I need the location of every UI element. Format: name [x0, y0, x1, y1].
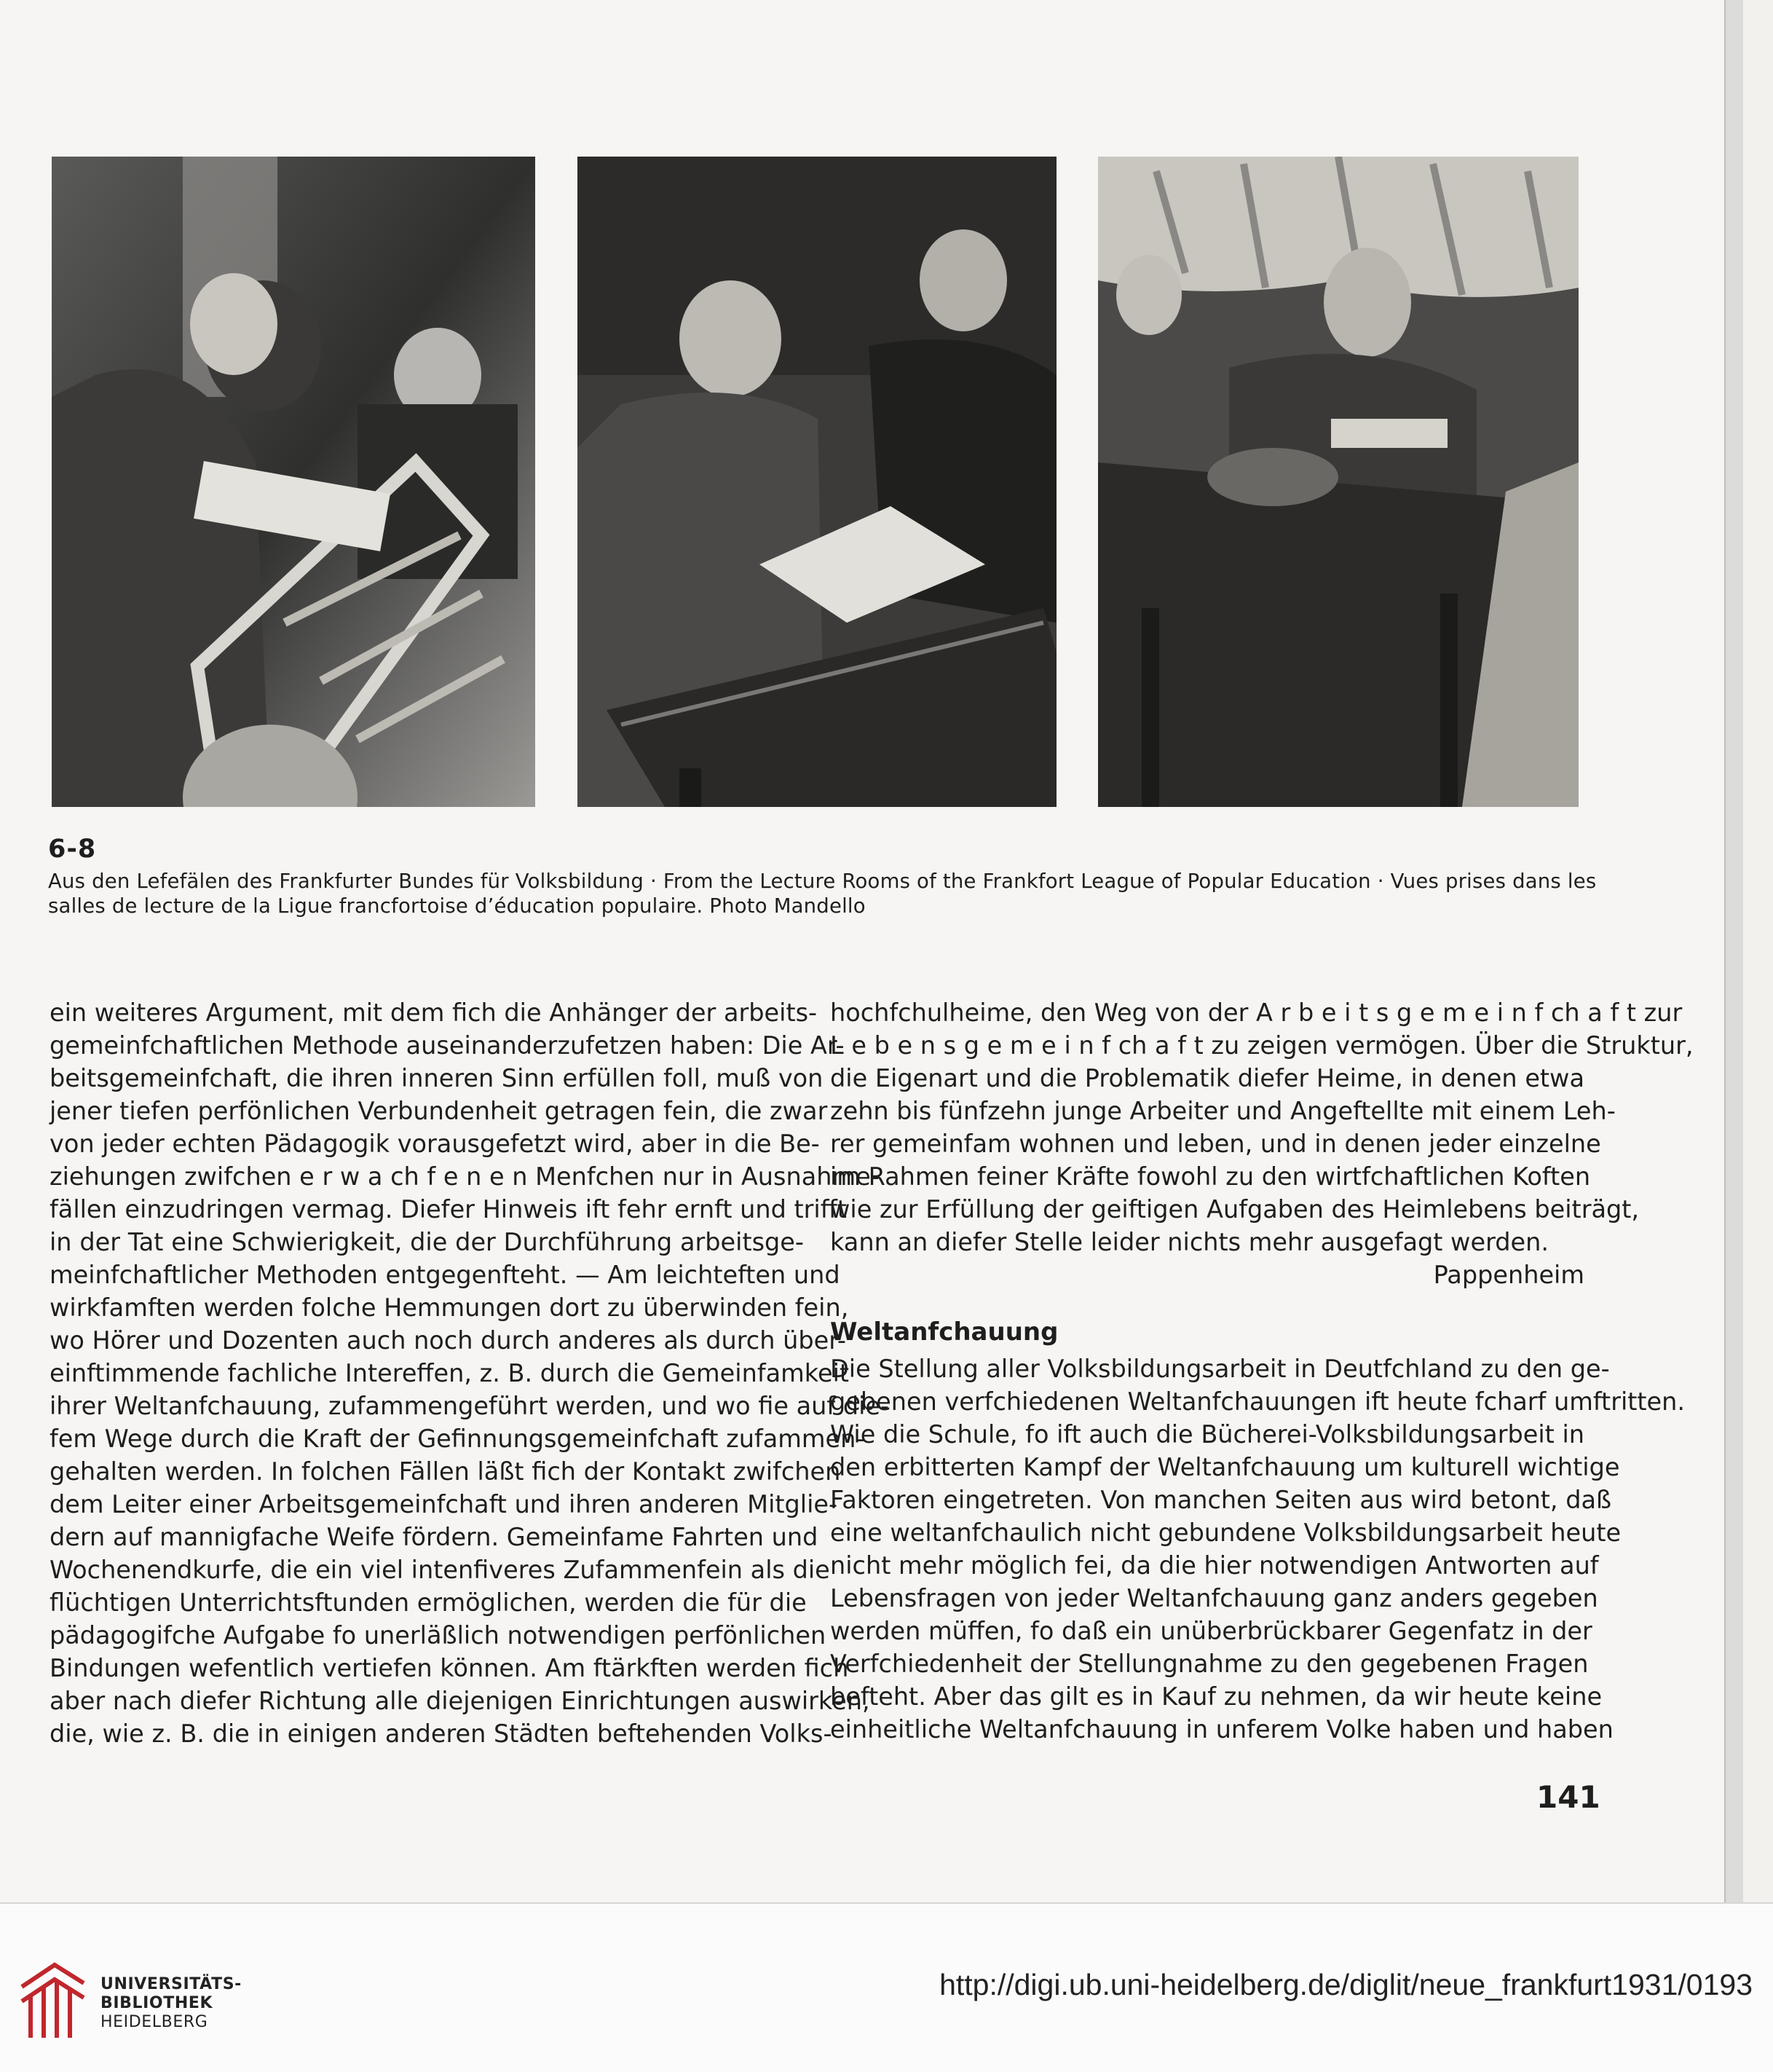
text-line: in der Tat eine Schwierigkeit, die der Durchführung arbeitsge-	[50, 1228, 804, 1256]
text-line: von jeder echten Pädagogik vorausgefetzt wird, aber in die Be-	[50, 1130, 820, 1158]
right-text-column	[830, 996, 1694, 1291]
text-line: Verfchiedenheit der Stellungnahme zu den gegebenen Fragen	[830, 1650, 1589, 1678]
text-line: einheitliche Weltanfchauung in unferem Volke haben und haben	[830, 1715, 1614, 1744]
text-line: im Rahmen feiner Kräfte fowohl zu den wirtfchaftlichen Koften	[830, 1162, 1591, 1191]
text-line: jener tiefen perfönlichen Verbundenheit getragen fein, die zwar	[50, 1097, 828, 1125]
text-line: meinfchaftlicher Methoden entgegenfteht. — Am leichteften und	[50, 1261, 840, 1289]
left-text-column	[50, 996, 890, 1750]
figure-caption	[48, 869, 1597, 918]
text-line: einftimmende fachliche Intereffen, z. B. durch die Gemeinfamkeit	[50, 1359, 850, 1387]
text-line: dem Leiter einer Arbeitsgemeinfchaft und ihren anderen Mitglie-	[50, 1490, 838, 1518]
text-line: Wie die Schule, fo ift auch die Bücherei-Volksbildungsarbeit in	[830, 1420, 1584, 1449]
caption-line: Aus den Lefefälen des Frankfurter Bundes für Volksbildung · From the Lecture Rooms of the Frankfort League of Popular Education · Vues prises dans les	[48, 870, 1597, 893]
text-line: dern auf mannigfache Weife fördern. Gemeinfame Fahrten und	[50, 1523, 818, 1551]
text-line: wirkfamften werden folche Hemmungen dort zu überwinden fein,	[50, 1293, 849, 1322]
caption-line: salles de lecture de la Ligue francfortoise d’éducation populaire. Photo Mandello	[48, 894, 866, 918]
right-text-column-2	[830, 1352, 1686, 1746]
text-line: nicht mehr möglich fei, da die hier notwendigen Antworten auf	[830, 1551, 1599, 1580]
section-heading: Weltanfchauung	[830, 1317, 1059, 1347]
library-name-line: BIBLIOTHEK	[100, 1994, 213, 2012]
page-number: 141	[1536, 1779, 1600, 1815]
text-line: werden müffen, fo daß ein unüberbrückbarer Gegenfatz in der	[830, 1617, 1592, 1645]
text-line: befteht. Aber das gilt es in Kauf zu nehmen, da wir heute keine	[830, 1682, 1603, 1711]
text-line: ziehungen zwifchen e r w a ch f e n e n Menfchen nur in Ausnahme-	[50, 1162, 880, 1191]
library-name-line: HEIDELBERG	[100, 2013, 208, 2031]
text-line: hochfchulheime, den Weg von der A r b e i t s g e m e i n f ch a f t zur	[830, 998, 1683, 1027]
text-line: Lebensfragen von jeder Weltanfchauung ganz anders gegeben	[830, 1584, 1598, 1612]
text-line: ein weiteres Argument, mit dem fich die Anhänger der arbeits-	[50, 998, 818, 1027]
library-logo-icon[interactable]	[15, 1958, 91, 2045]
text-line: eine weltanfchaulich nicht gebundene Volksbildungsarbeit heute	[830, 1518, 1622, 1547]
text-line: L e b e n s g e m e i n f ch a f t zu zeigen vermögen. Über die Struktur,	[830, 1031, 1694, 1060]
library-name[interactable]	[100, 1975, 242, 2032]
text-line: Faktoren eingetreten. Von manchen Seiten aus wird betont, daß	[830, 1486, 1612, 1514]
text-line: kann an diefer Stelle leider nichts mehr ausgefagt werden.	[830, 1228, 1549, 1256]
text-line: Bindungen wefentlich vertiefen können. Am ftärkften werden fich	[50, 1654, 849, 1682]
text-line: zehn bis fünfzehn junge Arbeiter und Angeftellte mit einem Leh-	[830, 1097, 1616, 1125]
text-line: ihrer Weltanfchauung, zufammengeführt werden, und wo fie auf die-	[50, 1392, 890, 1420]
text-line: die, wie z. B. die in einigen anderen Städten beftehenden Volks-	[50, 1720, 832, 1748]
page-edge	[1724, 0, 1743, 1902]
text-line: wie zur Erfüllung der geiftigen Aufgaben des Heimlebens beiträgt,	[830, 1195, 1640, 1224]
text-line: fällen einzudringen vermag. Diefer Hinweis ift fehr ernft und trifft	[50, 1195, 847, 1224]
author-signature: Pappenheim	[1433, 1261, 1584, 1289]
text-line: Wochenendkurfe, die ein viel intenfiveres Zufammenfein als die	[50, 1556, 830, 1584]
text-line: aber nach diefer Richtung alle diejenigen Einrichtungen auswirken,	[50, 1687, 870, 1715]
text-line: gebenen verfchiedenen Weltanfchauungen ift heute fcharf umftritten.	[830, 1387, 1686, 1416]
text-line: pädagogifche Aufgabe fo unerläßlich notwendigen perfönlichen	[50, 1621, 826, 1650]
figure-number: 6-8	[48, 835, 97, 864]
permalink-url[interactable]: http://digi.ub.uni-heidelberg.de/diglit/neue_frankfurt1931/0193	[939, 1968, 1753, 2001]
text-line: den erbitterten Kampf der Weltanfchauung um kulturell wichtige	[830, 1453, 1620, 1481]
text-line: flüchtigen Unterrichtsftunden ermöglichen, werden die für die	[50, 1588, 807, 1617]
text-line: wo Hörer und Dozenten auch noch durch anderes als durch über-	[50, 1326, 846, 1355]
text-line: fem Wege durch die Kraft der Gefinnungsgemeinfchaft zufammen-	[50, 1425, 865, 1453]
text-line: gemeinfchaftlichen Methode auseinanderzufetzen haben: Die Ar-	[50, 1031, 845, 1060]
text-line: die Eigenart und die Problematik diefer Heime, in denen etwa	[830, 1064, 1584, 1092]
photo-reading-room-2	[577, 157, 1057, 807]
photo-reading-room-1	[52, 157, 535, 807]
photo-reading-room-3	[1098, 157, 1579, 807]
text-line: Die Stellung aller Volksbildungsarbeit in Deutfchland zu den ge-	[830, 1355, 1610, 1383]
text-line: gehalten werden. In folchen Fällen läßt fich der Kontakt zwifchen	[50, 1457, 841, 1486]
text-line: beitsgemeinfchaft, die ihren inneren Sinn erfüllen foll, muß von	[50, 1064, 824, 1092]
text-line: rer gemeinfam wohnen und leben, und in denen jeder einzelne	[830, 1130, 1601, 1158]
library-name-line: UNIVERSITÄTS-	[100, 1975, 242, 1993]
